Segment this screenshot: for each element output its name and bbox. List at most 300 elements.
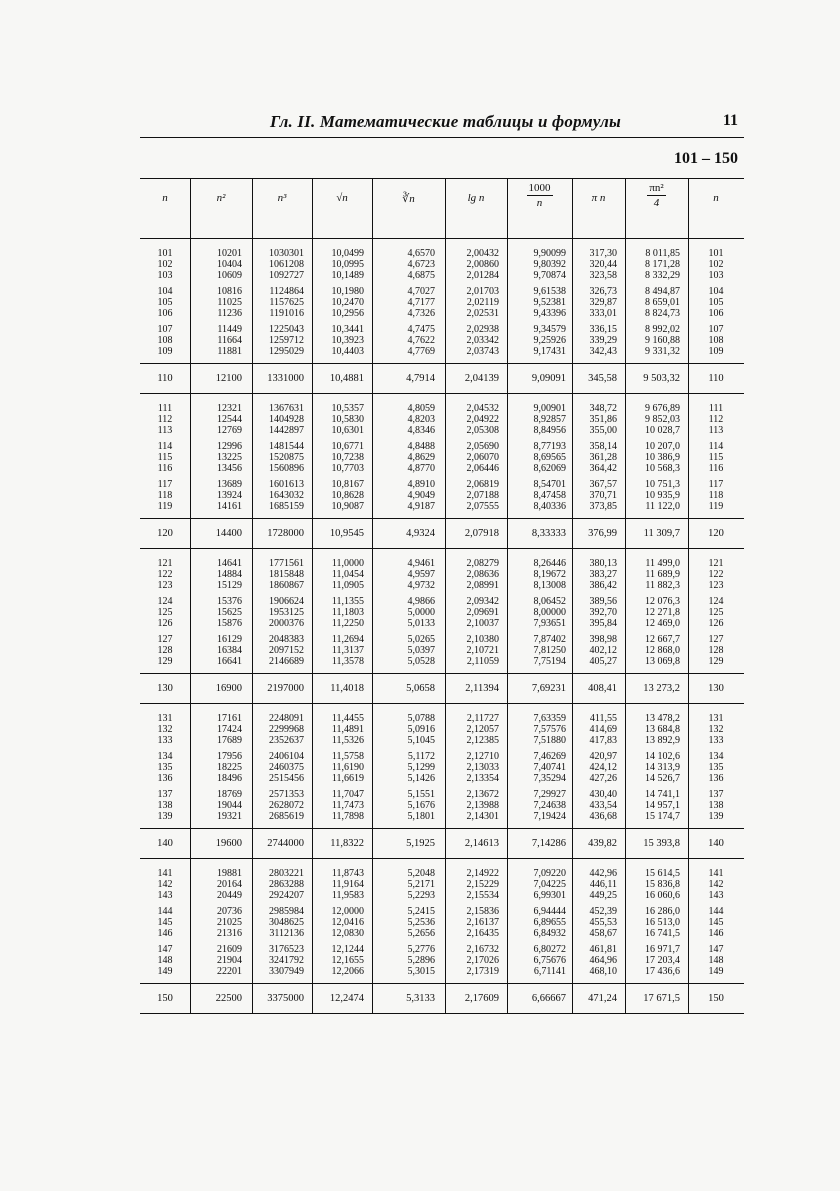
cell-value: 17 436,6 <box>645 966 680 977</box>
cell-n: 118 <box>157 490 173 501</box>
cell-value: 5,1045 <box>407 735 435 746</box>
cell-value: 5,1551 <box>407 789 435 800</box>
cell-value: 10 028,7 <box>645 425 680 436</box>
cell-value: 408,41 <box>588 683 617 694</box>
header-cbrt: ∛n <box>402 193 415 205</box>
cell-value: 5,1676 <box>407 800 435 811</box>
cell-value: 424,12 <box>589 762 617 773</box>
cell-value: 4,7622 <box>407 335 435 346</box>
cell-value: 7,29927 <box>533 789 566 800</box>
cell-value: 2,08279 <box>466 558 499 569</box>
cell-value: 15 393,8 <box>643 838 680 849</box>
cell-value: 420,97 <box>589 751 617 762</box>
cell-value: 5,1299 <box>407 762 435 773</box>
block-rule <box>140 983 744 984</box>
cell-n: 140 <box>157 838 173 849</box>
cell-n-right: 102 <box>708 259 724 270</box>
cell-value: 9,61538 <box>533 286 566 297</box>
cell-value: 2,08991 <box>466 580 499 591</box>
cell-value: 2,12385 <box>466 735 499 746</box>
cell-value: 326,73 <box>589 286 617 297</box>
cell-value: 2,07918 <box>464 528 499 539</box>
cell-value: 21609 <box>217 944 242 955</box>
cell-value: 19321 <box>217 811 242 822</box>
cell-value: 11,7473 <box>331 800 364 811</box>
cell-n-right: 115 <box>708 452 724 463</box>
cell-value: 13 684,8 <box>645 724 680 735</box>
cell-value: 8,77193 <box>533 441 566 452</box>
cell-value: 1191016 <box>269 308 304 319</box>
cell-value: 323,58 <box>589 270 617 281</box>
cell-value: 405,27 <box>589 656 617 667</box>
cell-n-right: 111 <box>708 403 724 414</box>
cell-value: 4,7027 <box>407 286 435 297</box>
cell-value: 9 160,88 <box>645 335 680 346</box>
cell-value: 464,96 <box>589 955 617 966</box>
cell-value: 7,75194 <box>533 656 566 667</box>
cell-value: 2863288 <box>269 879 304 890</box>
cell-n: 141 <box>157 868 173 879</box>
cell-value: 10,0499 <box>331 248 364 259</box>
cell-value: 367,57 <box>589 479 617 490</box>
cell-value: 2515456 <box>269 773 304 784</box>
cell-n: 101 <box>157 248 173 259</box>
cell-value: 414,69 <box>589 724 617 735</box>
cell-value: 5,2656 <box>407 928 435 939</box>
cell-value: 7,93651 <box>533 618 566 629</box>
cell-n-right: 120 <box>708 528 724 539</box>
cell-value: 9 852,03 <box>645 414 680 425</box>
cell-n: 121 <box>157 558 173 569</box>
cell-n: 134 <box>157 751 173 762</box>
cell-n-right: 140 <box>708 838 724 849</box>
cell-value: 2097152 <box>269 645 304 656</box>
cell-value: 389,56 <box>589 596 617 607</box>
cell-value: 12,1655 <box>331 955 364 966</box>
cell-n-right: 142 <box>708 879 724 890</box>
cell-value: 11,8322 <box>330 838 364 849</box>
cell-value: 11,9164 <box>331 879 364 890</box>
cell-value: 8 494,87 <box>645 286 680 297</box>
cell-value: 2,09342 <box>466 596 499 607</box>
cell-value: 8 171,28 <box>645 259 680 270</box>
cell-value: 1124864 <box>269 286 304 297</box>
cell-value: 10 386,9 <box>645 452 680 463</box>
cell-value: 433,54 <box>589 800 617 811</box>
cell-value: 2,16732 <box>466 944 499 955</box>
cell-value: 4,8629 <box>407 452 435 463</box>
cell-n-right: 131 <box>708 713 724 724</box>
cell-value: 6,89655 <box>533 917 566 928</box>
cell-value: 3307949 <box>269 966 304 977</box>
cell-value: 1404928 <box>269 414 304 425</box>
cell-value: 2924207 <box>269 890 304 901</box>
cell-n: 144 <box>157 906 173 917</box>
cell-value: 10,8167 <box>331 479 364 490</box>
cell-value: 11449 <box>217 324 242 335</box>
cell-n-right: 139 <box>708 811 724 822</box>
cell-value: 1157625 <box>269 297 304 308</box>
cell-value: 2,03342 <box>466 335 499 346</box>
cell-value: 8 659,01 <box>645 297 680 308</box>
cell-value: 345,58 <box>588 373 617 384</box>
cell-value: 2,04139 <box>464 373 499 384</box>
cell-value: 11,4018 <box>330 683 364 694</box>
cell-value: 7,46269 <box>533 751 566 762</box>
cell-value: 2,10380 <box>466 634 499 645</box>
cell-value: 12,0416 <box>331 917 364 928</box>
cell-n-right: 107 <box>708 324 724 335</box>
cell-value: 21025 <box>217 917 242 928</box>
cell-value: 364,42 <box>589 463 617 474</box>
cell-value: 1092727 <box>269 270 304 281</box>
cell-n: 150 <box>157 993 173 1004</box>
cell-value: 3375000 <box>267 993 304 1004</box>
cell-n: 108 <box>157 335 173 346</box>
column-divider <box>190 178 191 1013</box>
cell-n: 112 <box>157 414 173 425</box>
cell-value: 4,7177 <box>407 297 435 308</box>
cell-value: 2744000 <box>267 838 304 849</box>
cell-value: 355,00 <box>589 425 617 436</box>
cell-value: 12321 <box>217 403 242 414</box>
cell-n: 120 <box>157 528 173 539</box>
cell-value: 336,15 <box>589 324 617 335</box>
cell-n-right: 133 <box>708 735 724 746</box>
cell-value: 1367631 <box>269 403 304 414</box>
cell-value: 14400 <box>215 528 242 539</box>
cell-n: 105 <box>157 297 173 308</box>
cell-value: 3048625 <box>269 917 304 928</box>
cell-value: 7,09220 <box>533 868 566 879</box>
cell-value: 9 676,89 <box>645 403 680 414</box>
cell-value: 18496 <box>217 773 242 784</box>
cell-n: 107 <box>157 324 173 335</box>
cell-n: 114 <box>157 441 173 452</box>
cell-value: 2,13988 <box>466 800 499 811</box>
cell-value: 2803221 <box>269 868 304 879</box>
cell-value: 361,28 <box>589 452 617 463</box>
cell-value: 11,6619 <box>331 773 364 784</box>
cell-value: 2,05308 <box>466 425 499 436</box>
column-divider <box>507 178 508 1013</box>
cell-n: 145 <box>157 917 173 928</box>
cell-n-right: 138 <box>708 800 724 811</box>
cell-n: 111 <box>157 403 173 414</box>
header-n2: n² <box>216 192 226 204</box>
cell-value: 3112136 <box>269 928 304 939</box>
cell-value: 9,70874 <box>533 270 566 281</box>
cell-value: 11,7898 <box>331 811 364 822</box>
cell-value: 10609 <box>217 270 242 281</box>
cell-value: 9,34579 <box>533 324 566 335</box>
cell-value: 2,02531 <box>466 308 499 319</box>
header-lg: lg n <box>467 192 485 204</box>
cell-value: 11,7047 <box>331 789 364 800</box>
band-rule <box>140 548 744 549</box>
cell-value: 8,40336 <box>533 501 566 512</box>
cell-value: 3241792 <box>269 955 304 966</box>
cell-value: 7,14286 <box>531 838 566 849</box>
header-n3: n³ <box>277 192 287 204</box>
cell-value: 2,11394 <box>465 683 499 694</box>
cell-n-right: 147 <box>708 944 724 955</box>
cell-value: 383,27 <box>589 569 617 580</box>
cell-value: 5,2415 <box>407 906 435 917</box>
header-bottom-rule <box>140 238 744 239</box>
cell-value: 12,0830 <box>331 928 364 939</box>
cell-value: 6,75676 <box>533 955 566 966</box>
cell-n-right: 101 <box>708 248 724 259</box>
cell-value: 1030301 <box>269 248 304 259</box>
cell-value: 14 526,7 <box>645 773 680 784</box>
cell-n: 149 <box>157 966 173 977</box>
header-sqrt: √n <box>336 192 348 204</box>
cell-value: 6,94444 <box>533 906 566 917</box>
cell-value: 9,25926 <box>533 335 566 346</box>
cell-value: 329,87 <box>589 297 617 308</box>
cell-value: 13225 <box>217 452 242 463</box>
cell-value: 17424 <box>217 724 242 735</box>
header-rule <box>140 137 744 138</box>
cell-value: 10,0995 <box>331 259 364 270</box>
cell-value: 12,2474 <box>329 993 364 1004</box>
cell-value: 446,11 <box>589 879 617 890</box>
cell-value: 392,70 <box>589 607 617 618</box>
cell-value: 4,7475 <box>407 324 435 335</box>
cell-n-right: 118 <box>708 490 724 501</box>
cell-value: 2,09691 <box>466 607 499 618</box>
cell-n-right: 104 <box>708 286 724 297</box>
cell-value: 14 741,1 <box>645 789 680 800</box>
cell-value: 11,5758 <box>331 751 364 762</box>
cell-value: 370,71 <box>589 490 617 501</box>
cell-value: 2299968 <box>269 724 304 735</box>
cell-value: 20449 <box>217 890 242 901</box>
cell-value: 2,16137 <box>466 917 499 928</box>
band-rule <box>140 1013 744 1014</box>
cell-value: 4,9049 <box>407 490 435 501</box>
cell-value: 6,66667 <box>531 993 566 1004</box>
cell-value: 10 751,3 <box>645 479 680 490</box>
cell-value: 395,84 <box>589 618 617 629</box>
cell-n: 104 <box>157 286 173 297</box>
cell-value: 11,1803 <box>331 607 364 618</box>
cell-value: 11 499,0 <box>645 558 680 569</box>
cell-value: 2,17319 <box>466 966 499 977</box>
cell-value: 8,62069 <box>533 463 566 474</box>
cell-value: 5,2776 <box>407 944 435 955</box>
cell-value: 13456 <box>217 463 242 474</box>
column-divider <box>445 178 446 1013</box>
cell-value: 14 313,9 <box>645 762 680 773</box>
cell-value: 2,17609 <box>464 993 499 1004</box>
cell-value: 2,15229 <box>466 879 499 890</box>
cell-value: 11,3137 <box>331 645 364 656</box>
cell-value: 5,2536 <box>407 917 435 928</box>
cell-value: 11,5326 <box>331 735 364 746</box>
fraction-area <box>647 182 665 209</box>
cell-value: 16900 <box>215 683 242 694</box>
cell-value: 18769 <box>217 789 242 800</box>
cell-value: 2628072 <box>269 800 304 811</box>
cell-value: 5,0265 <box>407 634 435 645</box>
cell-value: 2197000 <box>267 683 304 694</box>
cell-n-right: 144 <box>708 906 724 917</box>
cell-value: 8,47458 <box>533 490 566 501</box>
cell-value: 12 076,3 <box>645 596 680 607</box>
cell-value: 4,8488 <box>407 441 435 452</box>
cell-value: 5,0397 <box>407 645 435 656</box>
cell-value: 2,08636 <box>466 569 499 580</box>
cell-value: 2,12057 <box>466 724 499 735</box>
cell-value: 14641 <box>217 558 242 569</box>
cell-n: 143 <box>157 890 173 901</box>
cell-value: 7,57576 <box>533 724 566 735</box>
cell-n: 146 <box>157 928 173 939</box>
cell-value: 4,6570 <box>407 248 435 259</box>
cell-value: 16 060,6 <box>645 890 680 901</box>
cell-value: 339,29 <box>589 335 617 346</box>
header-pin: π n <box>591 192 606 204</box>
cell-n-right: 119 <box>708 501 724 512</box>
cell-n: 102 <box>157 259 173 270</box>
cell-value: 8,92857 <box>533 414 566 425</box>
cell-value: 13924 <box>217 490 242 501</box>
cell-value: 9,00901 <box>533 403 566 414</box>
cell-value: 10,1980 <box>331 286 364 297</box>
cell-value: 2,07555 <box>466 501 499 512</box>
cell-value: 5,0788 <box>407 713 435 724</box>
cell-value: 2,13033 <box>466 762 499 773</box>
cell-value: 10,6771 <box>331 441 364 452</box>
cell-n-right: 150 <box>708 993 724 1004</box>
cell-value: 18225 <box>217 762 242 773</box>
cell-value: 11,0454 <box>331 569 364 580</box>
cell-value: 351,86 <box>589 414 617 425</box>
cell-value: 16384 <box>217 645 242 656</box>
cell-value: 11,0905 <box>331 580 364 591</box>
cell-n-right: 145 <box>708 917 724 928</box>
cell-value: 11,3578 <box>331 656 364 667</box>
cell-value: 430,40 <box>589 789 617 800</box>
cell-value: 9 331,32 <box>645 346 680 357</box>
column-divider <box>252 178 253 1013</box>
cell-value: 1560896 <box>269 463 304 474</box>
cell-value: 5,0000 <box>407 607 435 618</box>
cell-value: 317,30 <box>589 248 617 259</box>
cell-value: 13 478,2 <box>645 713 680 724</box>
cell-value: 9,80392 <box>533 259 566 270</box>
cell-value: 10,3441 <box>331 324 364 335</box>
column-divider <box>372 178 373 1013</box>
fraction-denominator: n <box>536 197 543 209</box>
cell-value: 2,05690 <box>466 441 499 452</box>
cell-value: 7,51880 <box>533 735 566 746</box>
cell-value: 3176523 <box>269 944 304 955</box>
cell-n-right: 141 <box>708 868 724 879</box>
cell-value: 2048383 <box>269 634 304 645</box>
cell-value: 7,40741 <box>533 762 566 773</box>
cell-value: 5,3133 <box>406 993 435 1004</box>
cell-n-right: 116 <box>708 463 724 474</box>
cell-n-right: 109 <box>708 346 724 357</box>
column-divider <box>625 178 626 1013</box>
cell-value: 2,06446 <box>466 463 499 474</box>
cell-value: 2985984 <box>269 906 304 917</box>
cell-value: 4,6723 <box>407 259 435 270</box>
cell-n-right: 129 <box>708 656 724 667</box>
cell-value: 11,4455 <box>331 713 364 724</box>
cell-n-right: 128 <box>708 645 724 656</box>
cell-value: 10,7703 <box>331 463 364 474</box>
cell-value: 9,90099 <box>533 248 566 259</box>
cell-n-right: 113 <box>708 425 724 436</box>
cell-value: 4,9187 <box>407 501 435 512</box>
cell-value: 10,2956 <box>331 308 364 319</box>
cell-value: 1520875 <box>269 452 304 463</box>
cell-value: 2,13354 <box>466 773 499 784</box>
cell-value: 5,2048 <box>407 868 435 879</box>
cell-value: 1481544 <box>269 441 304 452</box>
cell-value: 4,7769 <box>407 346 435 357</box>
cell-value: 11664 <box>217 335 242 346</box>
cell-value: 17956 <box>217 751 242 762</box>
cell-value: 8,06452 <box>533 596 566 607</box>
cell-value: 10,3923 <box>331 335 364 346</box>
cell-value: 10816 <box>217 286 242 297</box>
cell-value: 342,43 <box>589 346 617 357</box>
cell-value: 11,8743 <box>331 868 364 879</box>
cell-value: 12,0000 <box>331 906 364 917</box>
cell-n-right: 103 <box>708 270 724 281</box>
cell-value: 5,2293 <box>407 890 435 901</box>
cell-value: 10404 <box>217 259 242 270</box>
cell-value: 8 011,85 <box>645 248 680 259</box>
cell-value: 8,00000 <box>533 607 566 618</box>
cell-value: 10,7238 <box>331 452 364 463</box>
cell-value: 417,83 <box>589 735 617 746</box>
cell-value: 2248091 <box>269 713 304 724</box>
cell-value: 10,8628 <box>331 490 364 501</box>
cell-value: 2,12710 <box>466 751 499 762</box>
cell-n: 125 <box>157 607 173 618</box>
cell-value: 5,0133 <box>407 618 435 629</box>
band-rule <box>140 858 744 859</box>
cell-value: 5,3015 <box>407 966 435 977</box>
band-rule <box>140 703 744 704</box>
cell-value: 16641 <box>217 656 242 667</box>
cell-n: 119 <box>157 501 173 512</box>
cell-n-right: 108 <box>708 335 724 346</box>
cell-value: 12,1244 <box>331 944 364 955</box>
cell-n-right: 136 <box>708 773 724 784</box>
cell-value: 2406104 <box>269 751 304 762</box>
cell-value: 10 935,9 <box>645 490 680 501</box>
cell-n: 116 <box>157 463 173 474</box>
cell-value: 8,54701 <box>533 479 566 490</box>
cell-value: 4,8203 <box>407 414 435 425</box>
cell-n: 127 <box>157 634 173 645</box>
cell-value: 10,9545 <box>329 528 364 539</box>
cell-value: 380,13 <box>589 558 617 569</box>
cell-value: 8,69565 <box>533 452 566 463</box>
page-header <box>140 108 744 138</box>
cell-value: 2,10037 <box>466 618 499 629</box>
cell-n-right: 117 <box>708 479 724 490</box>
cell-n-right: 130 <box>708 683 724 694</box>
cell-value: 10201 <box>217 248 242 259</box>
